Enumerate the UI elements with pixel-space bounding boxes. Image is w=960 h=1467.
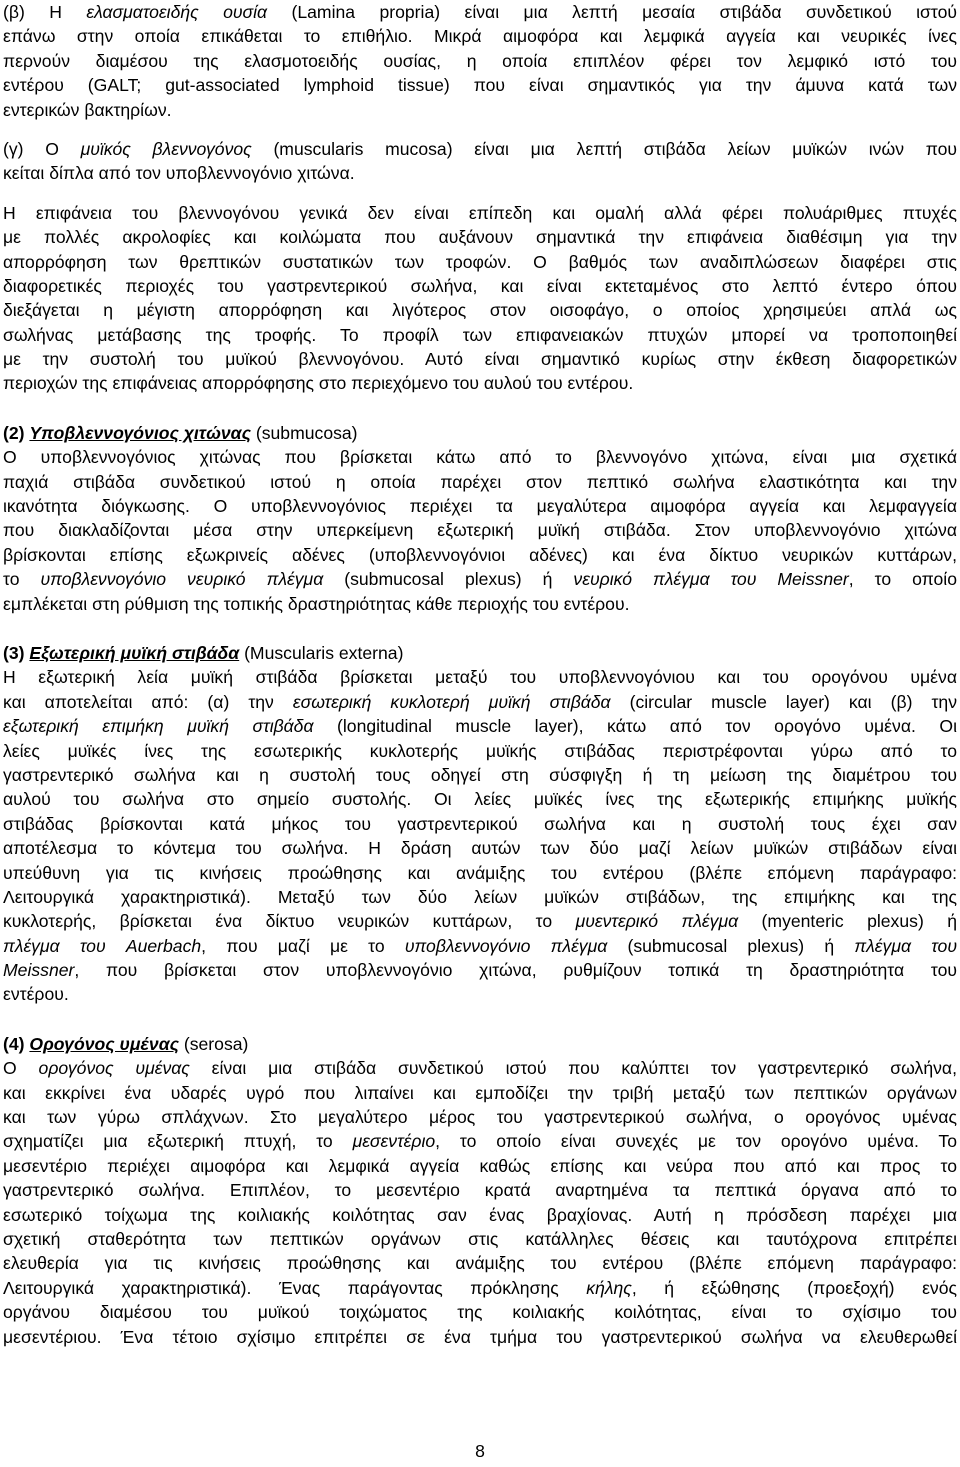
paragraph-mucosa-surface — [3, 201, 957, 396]
text-run: (longitudinal muscle layer), κάτω από τον ορογόνο υμένα. Οι — [313, 716, 957, 737]
text-line — [3, 1056, 957, 1080]
text-run: μεσεντέριο περιέχει αιμοφόρα και λεμφικά αγγεία καθώς επίσης και νεύρα που από και προς το — [3, 1155, 957, 1176]
paragraph-lamina-propria — [3, 0, 957, 122]
text-run: (serosa) — [178, 1033, 249, 1054]
text-line — [3, 1105, 957, 1129]
text-line — [3, 0, 957, 24]
text-run: εντερικών βακτηρίων. — [3, 99, 172, 120]
text-line — [3, 1227, 957, 1251]
text-run: , ή εξώθησης (προεξοχή) ενός — [631, 1277, 957, 1298]
text-run: και των γύρω σπλάχνων. Στο μεγαλύτερο μέρος του γαστρεντερικού σωλήνα, ο ορογόνος υμένας — [3, 1107, 957, 1128]
text-run: αποτέλεσμα το κόντεμα του σωλήνα. Η δράση αυτών των δύο μαζί λείων μυϊκών στιβάδων είναι — [3, 838, 957, 859]
text-line — [3, 934, 957, 958]
text-line — [3, 98, 957, 122]
section-submucosa — [3, 421, 957, 616]
text-line — [3, 371, 957, 395]
text-run: (Muscularis externa) — [239, 642, 404, 663]
text-run: (circular muscle layer) και (β) την — [610, 691, 957, 712]
italic-term: πλέγμα του — [854, 935, 958, 956]
text-run: λείες μυϊκές ίνες της εσωτερικής κυκλοτερής μυϊκής στιβάδας περιστρέφονται γύρω από το — [3, 740, 957, 761]
text-line — [3, 161, 957, 185]
text-run: και αποτελείται από: (α) την — [3, 691, 293, 712]
text-line — [3, 1203, 957, 1227]
italic-term: εσωτερική κυκλοτερή μυϊκή στιβάδα — [292, 691, 611, 712]
text-run: (muscularis mucosa) είναι μια λεπτή στιβάδα λείων μυϊκών ινών που — [251, 138, 958, 159]
text-run: , το οποίο — [848, 569, 957, 590]
text-line — [3, 543, 957, 567]
text-run: Η επιφάνεια του βλεννογόνου γενικά δεν είναι επίπεδη και ομαλή αλλά φέρει πολυάριθμες πτυχές — [3, 202, 957, 223]
text-run: εσωτερικό τοίχωμα της κοιλιακής κοιλότητας σαν ένας βραχίονας. Αυτή η πρόσδεση παρέχει μια — [3, 1204, 957, 1225]
italic-term: ελασματοειδής ουσία — [86, 2, 268, 22]
text-line — [3, 567, 957, 591]
section-heading — [3, 641, 957, 665]
text-line — [3, 690, 957, 714]
text-run: , που μαζί με το — [201, 935, 405, 956]
text-run: (β) Η — [3, 2, 87, 22]
text-run: (submucosal plexus) ή — [607, 935, 855, 956]
text-run: και εκκρίνει ένα υδαρές υγρό που λιπαίνει και εμποδίζει την τριβή μεταξύ των πεπτικών οργάνων — [3, 1082, 957, 1103]
text-run: γαστρεντερικό σωλήνα και η συστολή τους οδηγεί στη σύσφιγξη ή τη μείωση της διαμέτρου του — [3, 764, 957, 785]
text-line — [3, 323, 957, 347]
text-run: οργάνου διαμέσου του μυϊκού τοιχώματος της κοιλιακής κοιλότητας, είναι το σχίσιμο του — [3, 1302, 957, 1323]
italic-term: ορογόνος υμένας — [38, 1058, 190, 1079]
text-line — [3, 201, 957, 225]
italic-term: υποβλεννογόνιο νευρικό πλέγμα — [40, 569, 324, 590]
text-run: παχιά στιβάδα συνδετικού ιστού η οποία παρέχει στον πεπτικό σωλήνα ελαστικότητα και την — [3, 471, 957, 492]
text-run: (myenteric plexus) ή — [738, 911, 957, 932]
text-run: εντέρου (GALT; gut-associated lymphoid tissue) που είναι σημαντικός για την άμυνα κατά των — [3, 75, 957, 96]
text-run: Ο — [3, 1058, 39, 1079]
italic-term: μεσεντέριο — [352, 1131, 436, 1152]
italic-term: κήλης — [586, 1277, 632, 1298]
text-run: εντέρου. — [3, 984, 69, 1005]
text-run: (γ) Ο — [3, 138, 81, 159]
paragraph-muscularis-mucosa — [3, 137, 957, 186]
section-muscularis-externa — [3, 641, 957, 1007]
text-run: διαφορετικές περιοχές του γαστρεντερικού σωλήνα, και είναι εκτεταμένος στο λεπτό έντερο όπου — [3, 275, 957, 296]
text-line — [3, 787, 957, 811]
text-run: εμπλέκεται στη ρύθμιση της τοπικής δραστηριότητας κάθε περιοχής του εντέρου. — [3, 593, 630, 614]
text-run: είναι μια στιβάδα συνδετικού ιστού που καλύπτει τον γαστρεντερικό σωλήνα, — [189, 1058, 957, 1079]
text-line — [3, 470, 957, 494]
text-line — [3, 982, 957, 1006]
text-run: γαστρεντερικό σωλήνα. Επιπλέον, το μεσεντέριο κρατά αναρτημένα τα πεπτικά όργανα από το — [3, 1180, 957, 1201]
italic-term: μυϊκός βλεννογόνος — [80, 138, 252, 159]
section-number: (3) — [3, 642, 30, 663]
section-title: Ορογόνος υμένας — [29, 1033, 179, 1054]
section-serosa — [3, 1032, 957, 1349]
text-line — [3, 24, 957, 48]
text-run: βρίσκονται επίσης εξωκρινείς αδένες (υποβλεννογόνιοι αδένες) και ένα δίκτυο νευρικών κυττάρων, — [3, 544, 957, 565]
text-run: (submucosal plexus) ή — [323, 569, 574, 590]
text-line — [3, 812, 957, 836]
text-run: (submucosa) — [250, 422, 358, 443]
text-run: στιβάδας βρίσκονται κατά μήκος του γαστρεντερικού σωλήνα και η συστολή τους έχει σαν — [3, 813, 957, 834]
text-run: το — [3, 569, 41, 590]
text-run: επάνω στην οποία επικάθεται το επιθήλιο. Μικρά αιμοφόρα και λεμφικά αγγεία και νευρικές ίνες — [3, 26, 957, 47]
italic-term: πλέγμα του Auerbach — [3, 935, 202, 956]
italic-term: Meissner — [3, 960, 75, 981]
text-run: , που βρίσκεται στον υποβλεννογόνιο χιτώνα, ρυθμίζουν τοπικά τη δραστηριότητα του — [74, 960, 957, 981]
document-page — [3, 0, 957, 1349]
text-run: υπεύθυνη για τις κινήσεις προώθησης και ανάμιξης του εντέρου (βλέπε επόμενη παράγραφο: — [3, 862, 957, 883]
text-run: κείται δίπλα από τον υποβλεννογόνιο χιτώνα. — [3, 163, 355, 184]
text-line — [3, 958, 957, 982]
text-line — [3, 225, 957, 249]
text-line — [3, 665, 957, 689]
text-run: σωλήνας μετάβασης της τροφής. Το προφίλ των επιφανειακών πτυχών μπορεί να τροποποιηθεί — [3, 324, 957, 345]
text-run: σχετική σταθερότητα των πεπτικών οργάνων στις κατάλληλες θέσεις και ταυτόχρονα επιτρέπει — [3, 1228, 957, 1249]
section-number: (4) — [3, 1033, 30, 1054]
text-run: που διακλαδίζονται μέσα στην υπερκείμενη εξωτερική μυϊκή στιβάδα. Στον υποβλεννογόνιο χιτώνα — [3, 520, 957, 541]
text-line — [3, 1081, 957, 1105]
page-number: 8 — [475, 1441, 485, 1461]
text-line — [3, 885, 957, 909]
text-line — [3, 1154, 957, 1178]
text-line — [3, 494, 957, 518]
text-line — [3, 836, 957, 860]
text-line — [3, 518, 957, 542]
text-line — [3, 1178, 957, 1202]
text-run: αυλού του σωλήνα στο σημείο συστολής. Οι λείες μυϊκές ίνες της εξωτερικής επιμήκης μυϊκής — [3, 789, 957, 810]
text-run: ελευθερία για τις κινήσεις προώθησης και ανάμιξης του εντέρου (βλέπε επόμενη παράγραφο: — [3, 1253, 957, 1274]
text-line — [3, 1251, 957, 1275]
text-line — [3, 1276, 957, 1300]
text-line — [3, 1325, 957, 1349]
text-line — [3, 73, 957, 97]
text-run: Η εξωτερική λεία μυϊκή στιβάδα βρίσκεται μεταξύ του υποβλεννογόνιου και του ορογόνου υμένα — [3, 667, 957, 688]
text-line — [3, 1129, 957, 1153]
text-line — [3, 250, 957, 274]
text-run: περιοχών της επιφάνειας απορρόφησης στο περιεχόμενο του αυλού του εντέρου. — [3, 373, 634, 394]
text-line — [3, 347, 957, 371]
text-run: (Lamina propria) είναι μια λεπτή μεσαία στιβάδα συνδετικού ιστού — [267, 2, 957, 22]
italic-term: υποβλεννογόνιο πλέγμα — [404, 935, 608, 956]
italic-term: νευρικό πλέγμα του Meissner — [573, 569, 849, 590]
text-run: περνούν διαμέσου της ελασμοτοειδής ουσίας, η οποία επιπλέον φέρει τον λεμφικό ιστό του — [3, 50, 957, 71]
text-run: ικανότητα διόγκωσης. Ο υποβλεννογόνιος περιέχει τα μεγαλύτερα αιμοφόρα αγγεία και λεμφαγγεία — [3, 496, 957, 517]
text-line — [3, 1300, 957, 1324]
text-run: διεξάγεται η μέγιστη απορρόφηση και λιγότερος στον οισοφάγο, ο οποίος χρησιμεύει απλά ως — [3, 300, 957, 321]
text-run: Λειτουργικά χαρακτηριστικά). Ένας παράγοντας πρόκλησης — [3, 1277, 587, 1298]
text-run: , το οποίο είναι συνεχές με τον ορογόνο υμένα. Το — [435, 1131, 957, 1152]
text-line — [3, 137, 957, 161]
text-run: κυκλοτερής, βρίσκεται ένα δίκτυο νευρικών κυττάρων, το — [3, 911, 576, 932]
text-run: απορρόφηση των θρεπτικών συστατικών των τροφών. Ο βαθμός των αναδιπλώσεων διαφέρει στις — [3, 251, 957, 272]
text-line — [3, 298, 957, 322]
text-run: σχηματίζει μια εξωτερική πτυχή, το — [3, 1131, 353, 1152]
italic-term: εξωτερική επιμήκη μυϊκή στιβάδα — [3, 716, 314, 737]
text-line — [3, 49, 957, 73]
section-number: (2) — [3, 422, 30, 443]
section-heading — [3, 421, 957, 445]
section-heading — [3, 1032, 957, 1056]
text-line — [3, 592, 957, 616]
text-line — [3, 714, 957, 738]
section-title: Υποβλεννογόνιος χιτώνας — [29, 422, 251, 443]
section-title: Εξωτερική μυϊκή στιβάδα — [29, 642, 240, 663]
text-line — [3, 861, 957, 885]
text-line — [3, 739, 957, 763]
text-line — [3, 763, 957, 787]
italic-term: μυεντερικό πλέγμα — [575, 911, 739, 932]
text-line — [3, 909, 957, 933]
text-run: με πολλές ακρολοφίες και κοιλώματα που αυξάνουν σημαντικά την επιφάνεια διαθέσιμη για την — [3, 227, 957, 248]
text-line — [3, 274, 957, 298]
text-line — [3, 445, 957, 469]
text-run: με την συστολή του μυϊκού βλεννογόνου. Αυτό είναι σημαντικό κυρίως στην έκθεση διαφορετικών — [3, 349, 957, 370]
text-run: μεσεντέριου. Ένα τέτοιο σχίσιμο επιτρέπει σε ένα τμήμα του γαστρεντερικού σωλήνα να ελευθερωθεί — [3, 1326, 957, 1347]
text-run: Ο υποβλεννογόνιος χιτώνας που βρίσκεται κάτω από το βλεννογόνο χιτώνα, είναι μια σχετικά — [3, 447, 957, 468]
text-run: Λειτουργικά χαρακτηριστικά). Μεταξύ των δύο λείων μυϊκών στιβάδων, της επιμήκης και της — [3, 886, 957, 907]
